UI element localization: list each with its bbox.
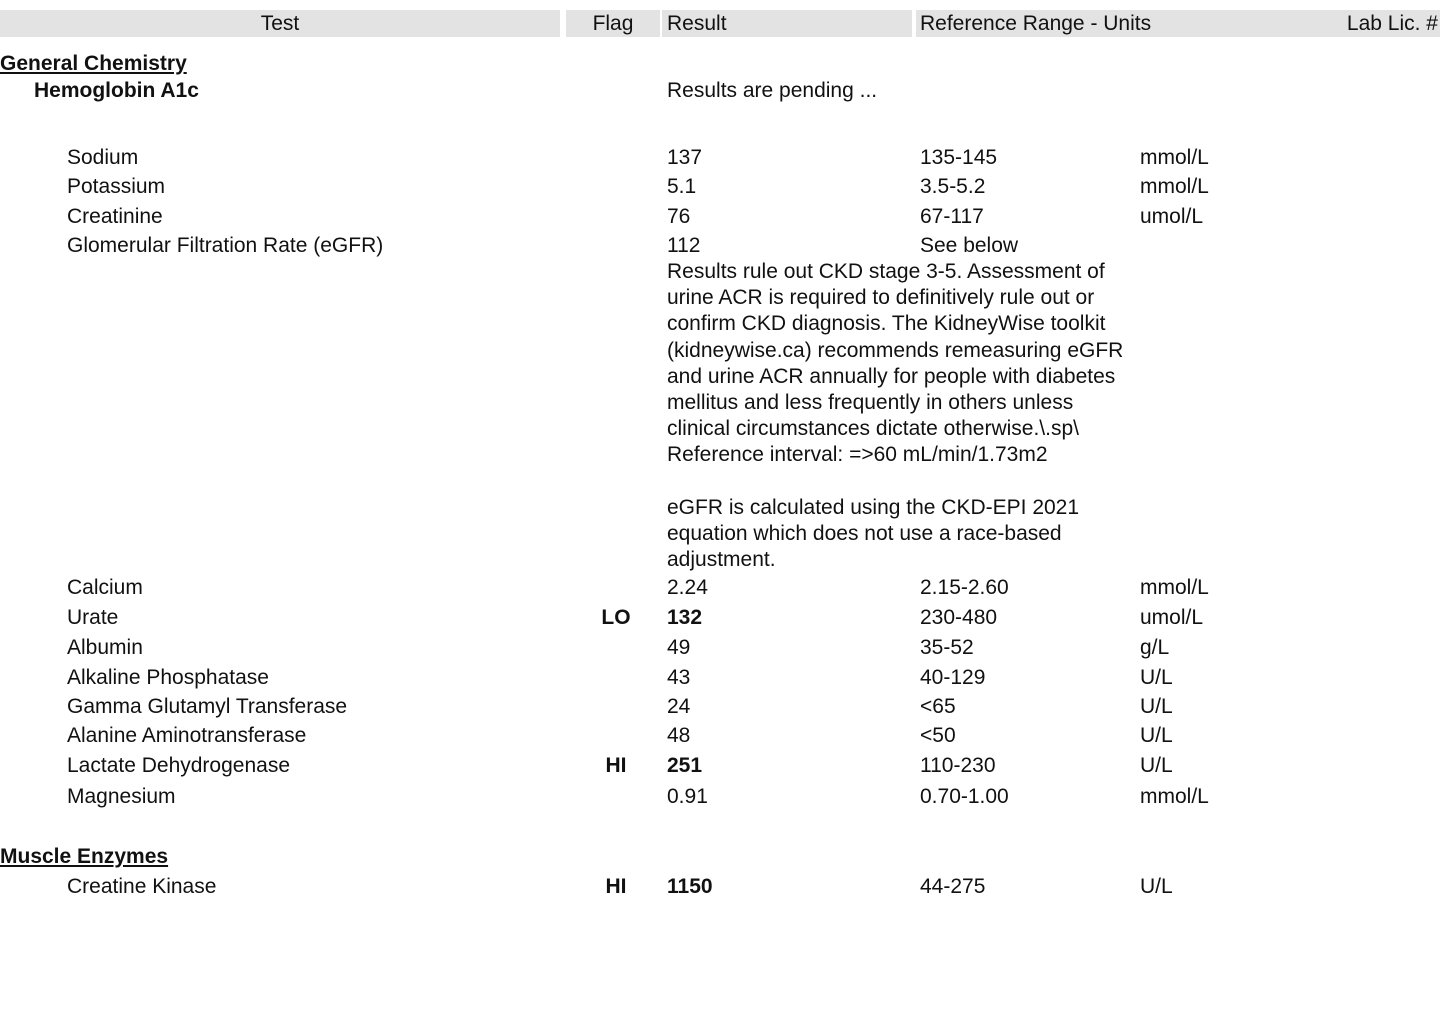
reference-range: <50 (920, 724, 956, 747)
reference-range: 230-480 (920, 606, 998, 629)
table-row-egfr (0, 233, 1440, 259)
test-name: Magnesium (67, 785, 176, 808)
table-row-magnesium (0, 784, 1440, 810)
result-value: 49 (667, 636, 691, 659)
test-name: Albumin (67, 636, 143, 659)
flag-abnormal: HI (605, 754, 627, 777)
flag-abnormal: LO (601, 606, 631, 629)
test-name: Gamma Glutamyl Transferase (67, 695, 348, 718)
result-value: 2.24 (667, 576, 708, 599)
reference-range: 2.15-2.60 (920, 576, 1009, 599)
reference-range: 67-117 (920, 205, 984, 228)
test-name: Glomerular Filtration Rate (eGFR) (67, 234, 384, 257)
table-row-gamma-glutamyl-transferase (0, 694, 1440, 720)
section-title-muscle-enzymes: Muscle Enzymes (0, 845, 169, 868)
egfr-interpretive-comment: Results rule out CKD stage 3-5. Assessment of urine ACR is required to definitively rule out or confirm CKD diagnosis. The KidneyWise toolkit (kidneywise.ca) recommends remeasuring eGFR and urine ACR annually for people with diabetes mellitus and less frequently in others unless clinical circumstances dictate otherwise.\.sp\ Reference interval: =>60 mL/min/1.73m2 eGFR is calculated using the CKD-EPI 2021 equation which does not use a race-based adjustment. (667, 260, 1124, 572)
column-header-flag: Flag (566, 10, 660, 37)
units: U/L (1140, 724, 1173, 747)
reference-range: 135-145 (920, 146, 998, 169)
test-name: Creatinine (67, 205, 163, 228)
result-value: 112 (667, 234, 701, 257)
reference-range: 3.5-5.2 (920, 175, 986, 198)
result-value: 43 (667, 666, 691, 689)
units: g/L (1140, 636, 1170, 659)
column-header-lab-lic-label: Lab Lic. # (1346, 12, 1438, 35)
result-value-abnormal: 132 (667, 606, 703, 629)
table-row-creatine-kinase (0, 874, 1440, 900)
column-header-reference-label: Reference Range - Units (920, 12, 1152, 35)
result-value-abnormal: 251 (667, 754, 703, 777)
result-value: 76 (667, 205, 691, 228)
table-row-alkaline-phosphatase (0, 665, 1440, 691)
test-name-hemoglobin-a1c: Hemoglobin A1c (34, 79, 199, 102)
column-header-result: Result (662, 10, 912, 37)
reference-range: 110-230 (920, 754, 996, 777)
reference-range: 35-52 (920, 636, 974, 659)
table-row-urate (0, 605, 1440, 631)
results-table-header (0, 0, 1440, 46)
result-value: 0.91 (667, 785, 708, 808)
table-row-alanine-aminotransferase (0, 723, 1440, 749)
test-name: Sodium (67, 146, 139, 169)
reference-range: 40-129 (920, 666, 986, 689)
test-name: Creatine Kinase (67, 875, 217, 898)
units: mmol/L (1140, 576, 1209, 599)
units: U/L (1140, 875, 1173, 898)
test-name: Alanine Aminotransferase (67, 724, 307, 747)
result-value-abnormal: 1150 (667, 875, 713, 898)
units: U/L (1140, 695, 1173, 718)
units: U/L (1140, 666, 1173, 689)
test-name: Lactate Dehydrogenase (67, 754, 290, 777)
test-name: Potassium (67, 175, 166, 198)
units: umol/L (1140, 205, 1204, 228)
flag-abnormal: HI (605, 875, 627, 898)
reference-range: <65 (920, 695, 956, 718)
test-name: Alkaline Phosphatase (67, 666, 269, 689)
section-title-general-chemistry: General Chemistry (0, 52, 187, 75)
reference-range: 0.70-1.00 (920, 785, 1009, 808)
result-hemoglobin-a1c-pending: Results are pending ... (667, 79, 878, 102)
units: mmol/L (1140, 146, 1209, 169)
units: umol/L (1140, 606, 1204, 629)
units: mmol/L (1140, 785, 1209, 808)
result-value: 24 (667, 695, 691, 718)
column-header-lab-lic (1180, 10, 1440, 37)
table-row-albumin (0, 635, 1440, 661)
reference-range: 44-275 (920, 875, 986, 898)
column-header-test: Test (0, 10, 560, 37)
table-row-lactate-dehydrogenase (0, 753, 1440, 779)
units: U/L (1140, 754, 1173, 777)
table-row-creatinine (0, 204, 1440, 230)
table-row-calcium (0, 575, 1440, 601)
test-name: Calcium (67, 576, 143, 599)
result-value: 137 (667, 146, 703, 169)
test-name: Urate (67, 606, 119, 629)
result-value: 48 (667, 724, 691, 747)
units: mmol/L (1140, 175, 1209, 198)
reference-range: See below (920, 234, 1019, 257)
table-row-sodium (0, 145, 1440, 171)
result-value: 5.1 (667, 175, 697, 198)
table-row-potassium (0, 174, 1440, 200)
